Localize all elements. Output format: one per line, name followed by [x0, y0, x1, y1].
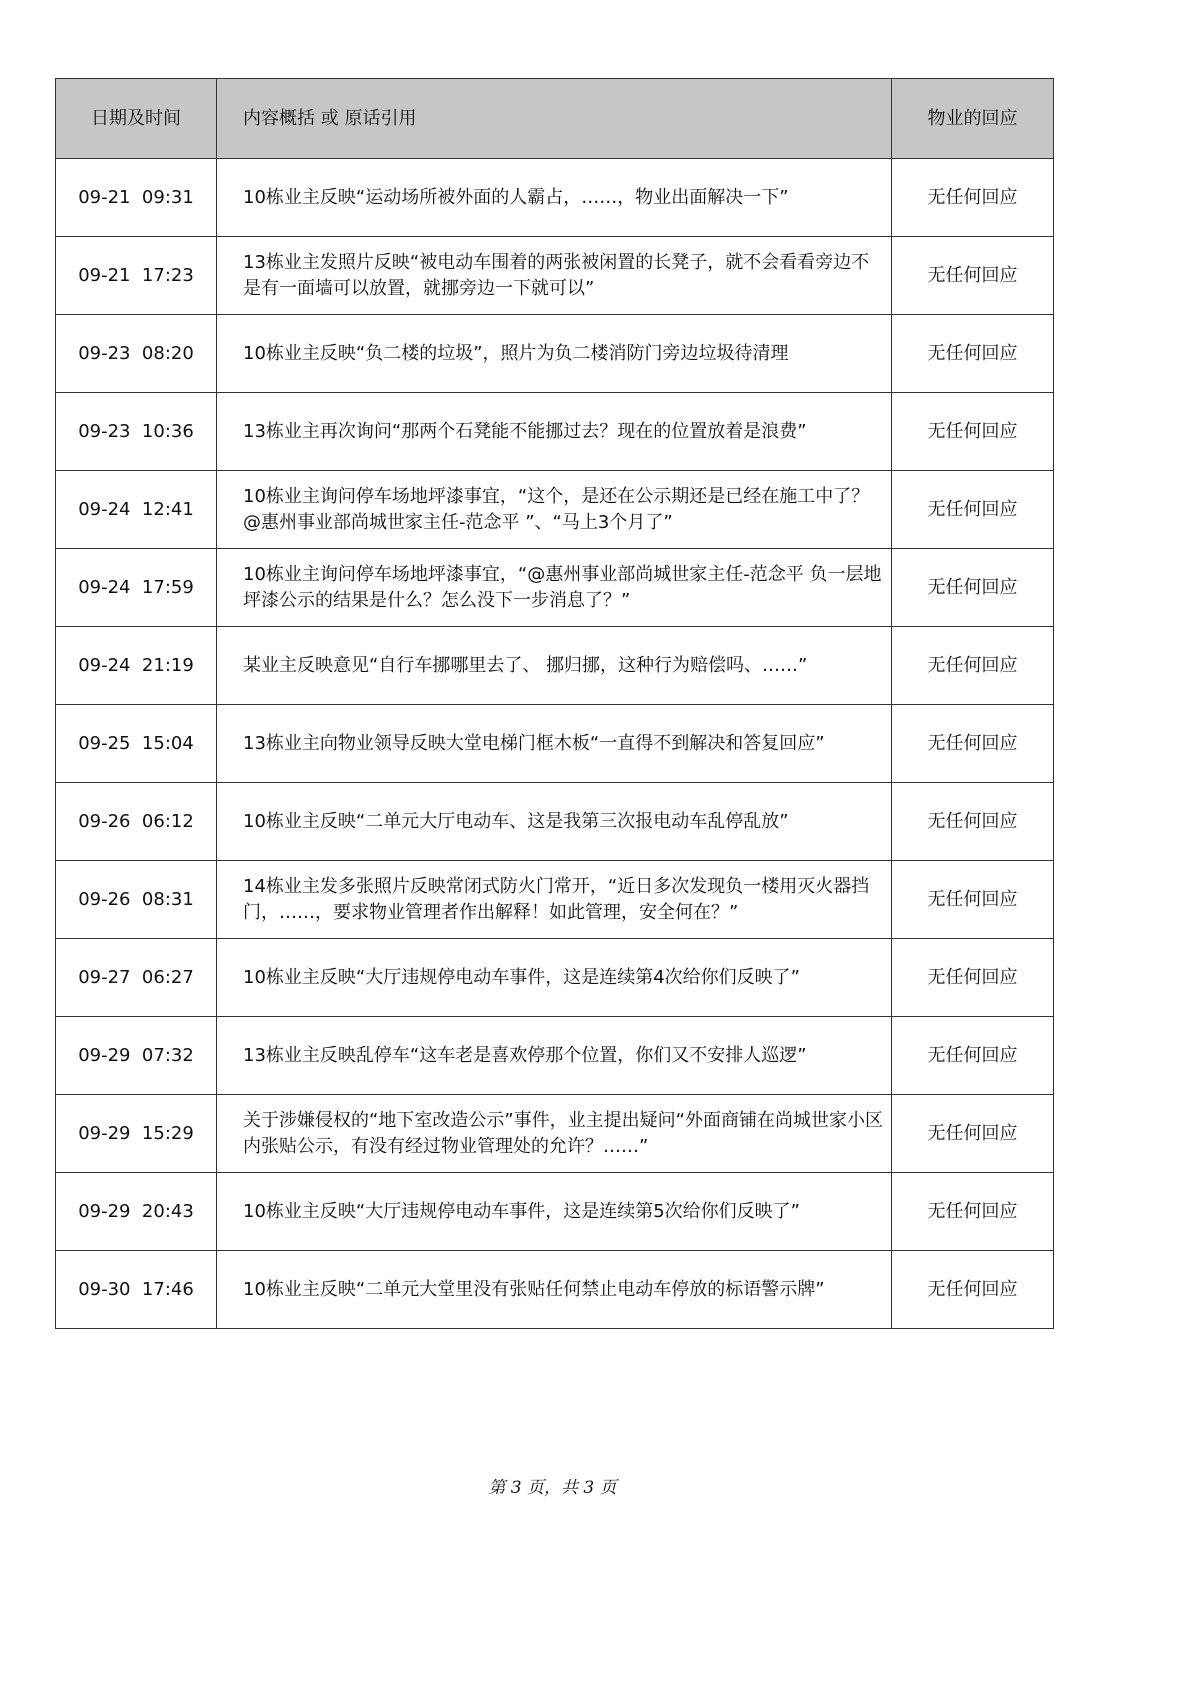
row-content-summary: 10栋业主询问停车场地坪漆事宜，“这个，是还在公示期还是已经在施工中了？@惠州事业部尚城世家主任-范念平 ”、“马上3个月了”	[217, 471, 892, 549]
row-date-time: 09-23 10:36	[56, 393, 217, 471]
page-number-footer: 第 3 页，共 3 页	[488, 1478, 617, 1498]
row-content-summary: 14栋业主发多张照片反映常闭式防火门常开，“近日多次发现负一楼用灭火器挡门，……，要求物业管理者作出解释！如此管理，安全何在？”	[217, 861, 892, 939]
row-date-time: 09-27 06:27	[56, 939, 217, 1017]
table-row	[56, 1173, 1054, 1251]
row-date-time: 09-29 15:29	[56, 1095, 217, 1173]
row-date-time: 09-29 20:43	[56, 1173, 217, 1251]
row-content-summary: 某业主反映意见“自行车挪哪里去了、 挪归挪，这种行为赔偿吗、……”	[217, 627, 892, 705]
header-property-reply: 物业的回应	[892, 79, 1054, 159]
complaint-log-table	[55, 78, 1054, 1329]
row-property-reply: 无任何回应	[892, 159, 1054, 237]
row-property-reply: 无任何回应	[892, 939, 1054, 1017]
row-property-reply: 无任何回应	[892, 471, 1054, 549]
table-row	[56, 393, 1054, 471]
table-row	[56, 549, 1054, 627]
table-body	[56, 159, 1054, 1329]
table-row	[56, 471, 1054, 549]
row-content-summary: 10栋业主询问停车场地坪漆事宜，“@惠州事业部尚城世家主任-范念平 负一层地坪漆公示的结果是什么？怎么没下一步消息了？”	[217, 549, 892, 627]
table-header	[56, 79, 1054, 159]
header-row	[56, 79, 1054, 159]
row-content-summary: 10栋业主反映“大厅违规停电动车事件，这是连续第4次给你们反映了”	[217, 939, 892, 1017]
row-content-summary: 10栋业主反映“大厅违规停电动车事件，这是连续第5次给你们反映了”	[217, 1173, 892, 1251]
row-property-reply: 无任何回应	[892, 1017, 1054, 1095]
row-content-summary: 13栋业主再次询问“那两个石凳能不能挪过去？现在的位置放着是浪费”	[217, 393, 892, 471]
header-content-summary: 内容概括 或 原话引用	[217, 79, 892, 159]
row-content-summary: 13栋业主反映乱停车“这车老是喜欢停那个位置，你们又不安排人巡逻”	[217, 1017, 892, 1095]
row-date-time: 09-24 21:19	[56, 627, 217, 705]
row-property-reply: 无任何回应	[892, 783, 1054, 861]
row-property-reply: 无任何回应	[892, 549, 1054, 627]
row-property-reply: 无任何回应	[892, 1095, 1054, 1173]
row-property-reply: 无任何回应	[892, 627, 1054, 705]
row-date-time: 09-24 12:41	[56, 471, 217, 549]
row-content-summary: 10栋业主反映“运动场所被外面的人霸占，……，物业出面解决一下”	[217, 159, 892, 237]
row-property-reply: 无任何回应	[892, 315, 1054, 393]
table-row	[56, 315, 1054, 393]
row-date-time: 09-30 17:46	[56, 1251, 217, 1329]
row-content-summary: 关于涉嫌侵权的“地下室改造公示”事件，业主提出疑问“外面商铺在尚城世家小区内张贴公示，有没有经过物业管理处的允许？……”	[217, 1095, 892, 1173]
table-row	[56, 237, 1054, 315]
row-date-time: 09-24 17:59	[56, 549, 217, 627]
row-property-reply: 无任何回应	[892, 1173, 1054, 1251]
row-date-time: 09-26 06:12	[56, 783, 217, 861]
row-content-summary: 10栋业主反映“二单元大厅电动车、这是我第三次报电动车乱停乱放”	[217, 783, 892, 861]
row-date-time: 09-29 07:32	[56, 1017, 217, 1095]
row-date-time: 09-21 17:23	[56, 237, 217, 315]
row-property-reply: 无任何回应	[892, 393, 1054, 471]
row-date-time: 09-23 08:20	[56, 315, 217, 393]
header-date-time: 日期及时间	[56, 79, 217, 159]
row-date-time: 09-26 08:31	[56, 861, 217, 939]
table-row	[56, 1017, 1054, 1095]
row-property-reply: 无任何回应	[892, 237, 1054, 315]
row-date-time: 09-21 09:31	[56, 159, 217, 237]
table-row	[56, 783, 1054, 861]
row-property-reply: 无任何回应	[892, 705, 1054, 783]
table-row	[56, 1095, 1054, 1173]
table-row	[56, 705, 1054, 783]
table-row	[56, 627, 1054, 705]
row-content-summary: 10栋业主反映“二单元大堂里没有张贴任何禁止电动车停放的标语警示牌”	[217, 1251, 892, 1329]
table-row	[56, 861, 1054, 939]
row-content-summary: 13栋业主发照片反映“被电动车围着的两张被闲置的长凳子，就不会看看旁边不是有一面墙可以放置，就挪旁边一下就可以”	[217, 237, 892, 315]
row-content-summary: 13栋业主向物业领导反映大堂电梯门框木板“一直得不到解决和答复回应”	[217, 705, 892, 783]
table-row	[56, 159, 1054, 237]
row-property-reply: 无任何回应	[892, 1251, 1054, 1329]
table-row	[56, 939, 1054, 1017]
row-property-reply: 无任何回应	[892, 861, 1054, 939]
table-row	[56, 1251, 1054, 1329]
row-content-summary: 10栋业主反映“负二楼的垃圾”，照片为负二楼消防门旁边垃圾待清理	[217, 315, 892, 393]
row-date-time: 09-25 15:04	[56, 705, 217, 783]
